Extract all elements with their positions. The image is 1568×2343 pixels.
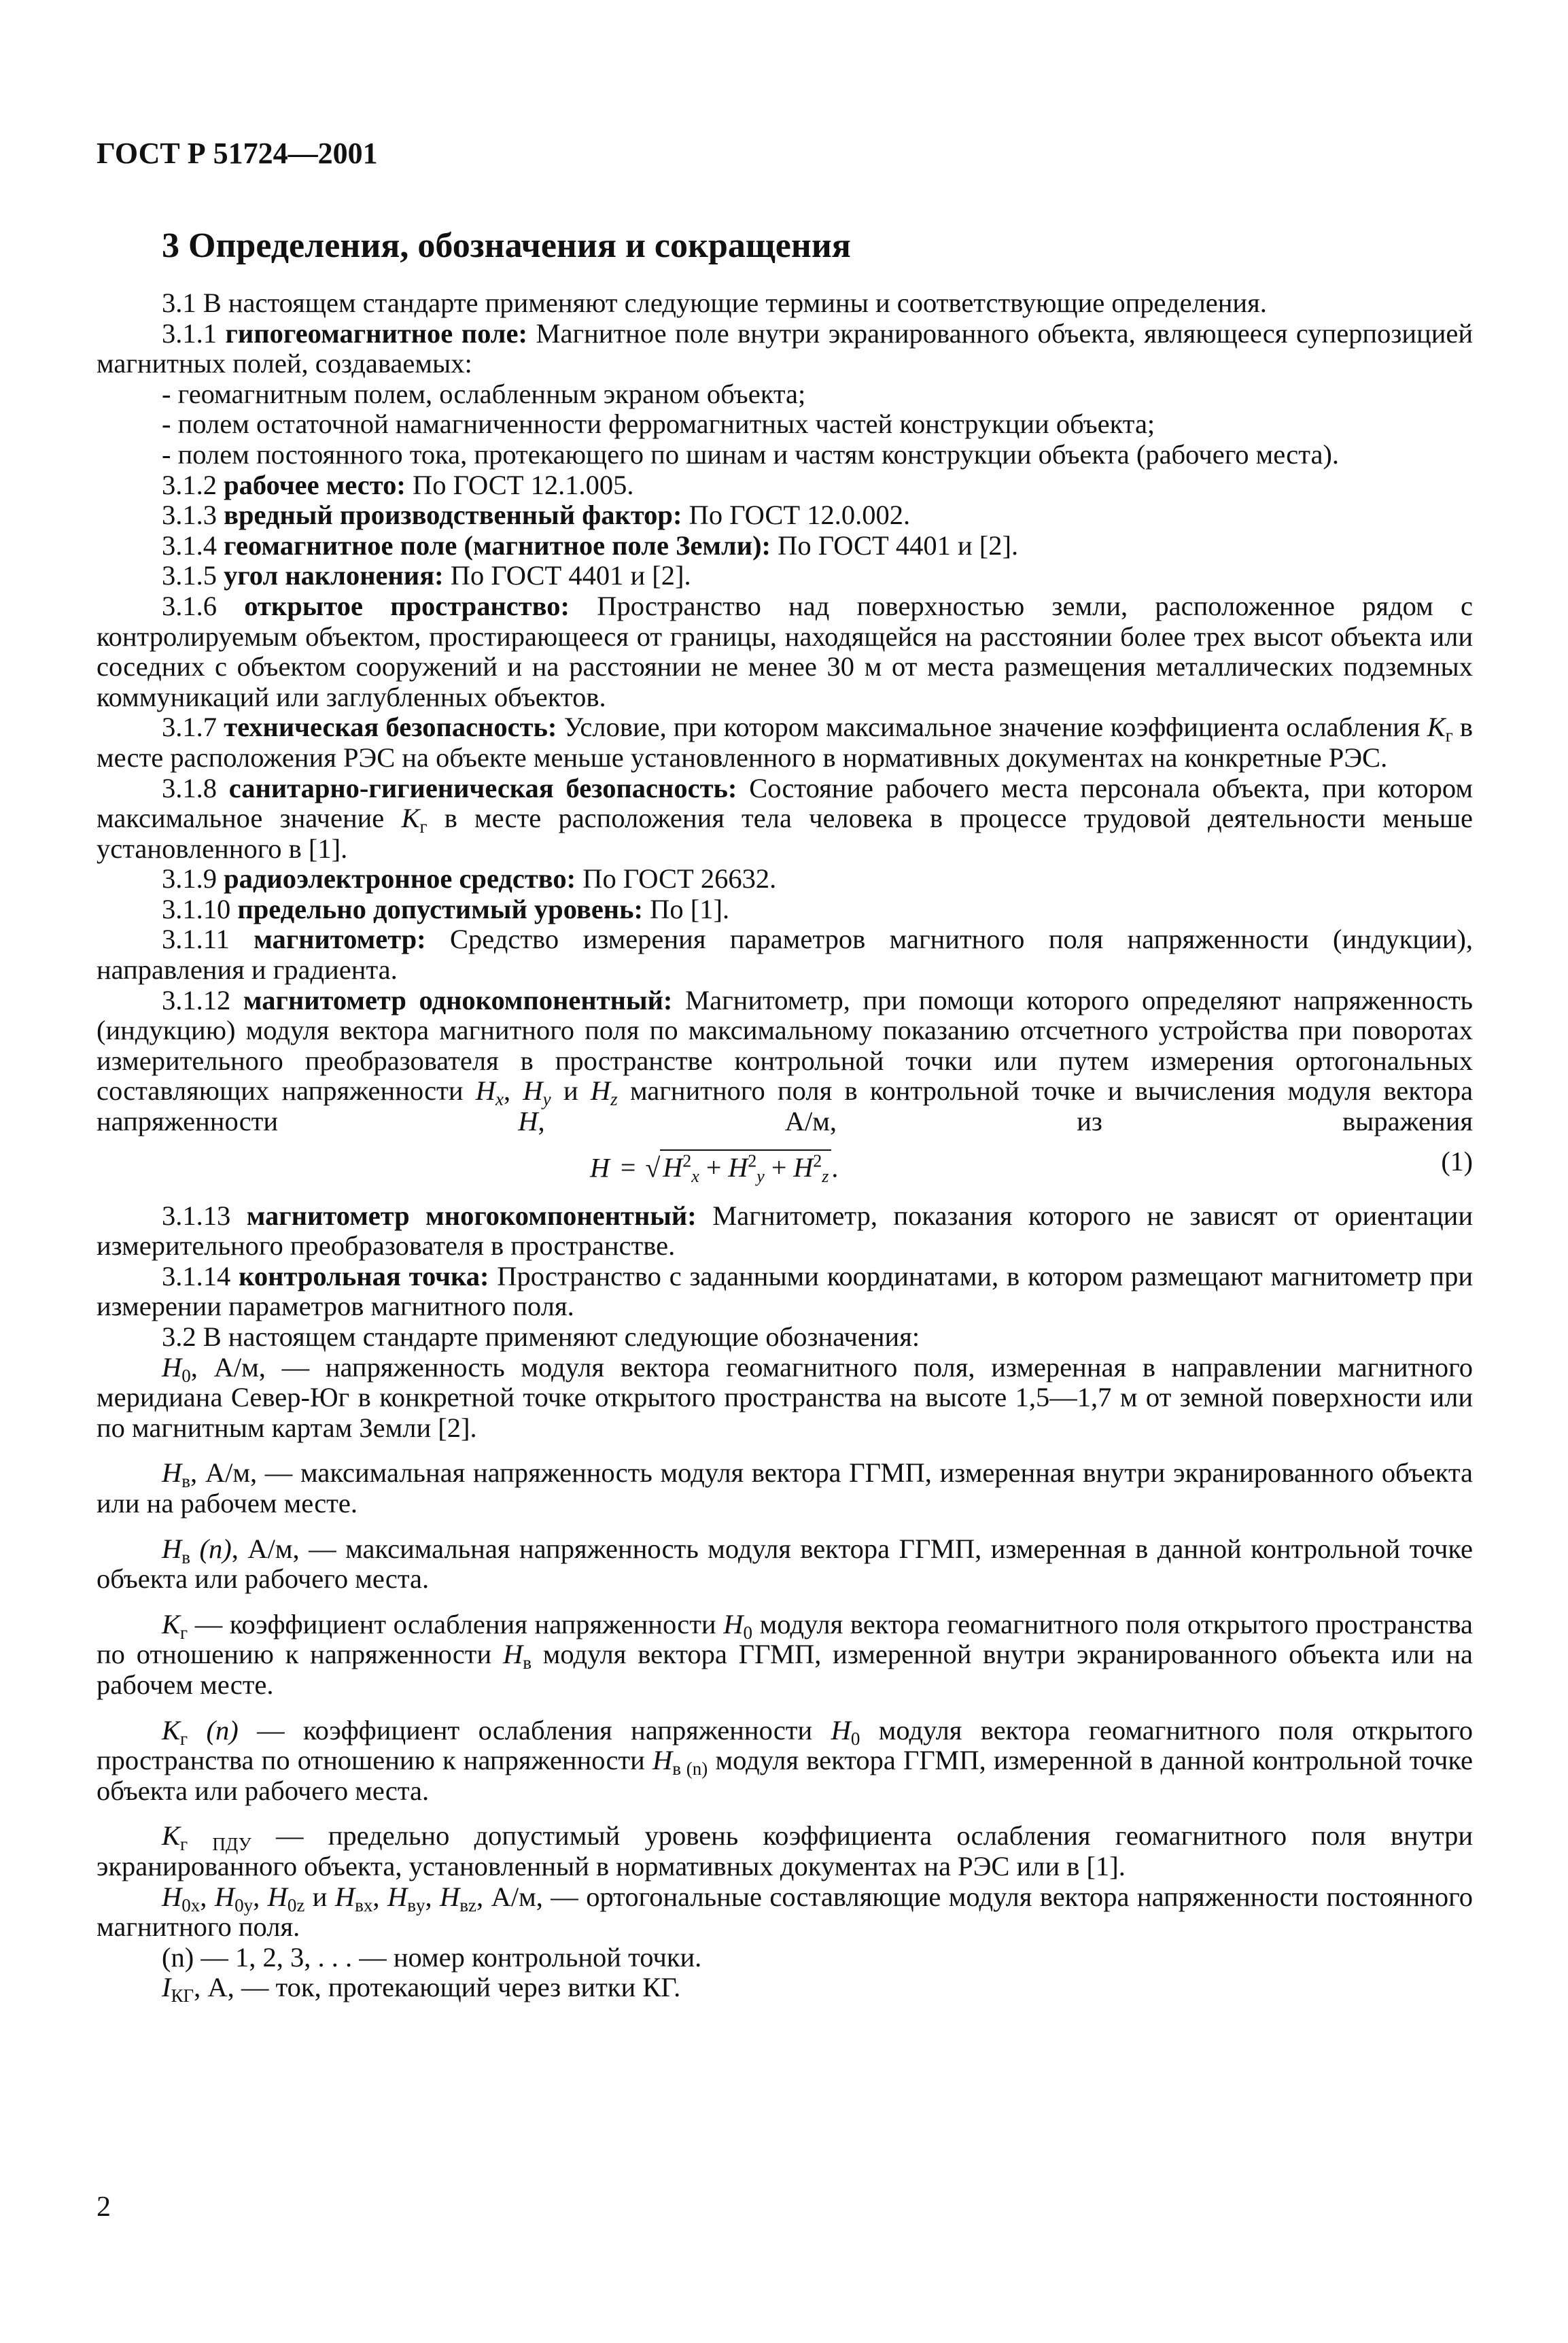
document-header: ГОСТ Р 51724—2001 bbox=[97, 137, 378, 170]
definition-3-1-5: 3.1.5 угол наклонения: По ГОСТ 4401 и [2]. bbox=[162, 560, 691, 591]
definition-3-1-12: 3.1.12 магнитометр однокомпонентный: Магнитометр, при помощи которого определяют напряженность (индукцию) модуля вектора магнитного поля по максимальному показанию отсчетного устройства при поворотах измерительного преобразователя в пространстве контрольной точки или путем измерения ортогональных составляющих напряженности $H_x$, $H_y$ и $H_z$ магнитного поля в контрольной точке и вычисления модуля вектора напряженности H, А/м, из выражения bbox=[97, 984, 1474, 1137]
definitions-intro: 3.1 В настоящем стандарте применяют следующие термины и соответствующие определения. bbox=[162, 288, 1267, 318]
symbol-kg-n: $K_г$ (n) — коэффициент ослабления напряженности $H_0$ модуля вектора геомагнитного поля открытого пространства по отношению к напряженности $H_{в (n)}$ модуля вектора ГГМП, измеренной в данной контрольной точке объекта или рабочего места. bbox=[97, 1714, 1474, 1806]
section-title: 3 Определения, обозначения и сокращения bbox=[162, 226, 851, 265]
page-number: 2 bbox=[97, 2191, 111, 2223]
formula-expression: H = √ $H^2_x + H^2_y + H^2_z$ . bbox=[590, 1147, 838, 1183]
symbol-n: (n) — 1, 2, 3, . . . — номер контрольной точки. bbox=[162, 1941, 702, 1973]
definition-3-1-11: 3.1.11 магнитометр: Средство измерения параметров магнитного поля напряженности (индукции), направления и градиента. bbox=[97, 924, 1473, 986]
symbol-kg: $K_г$ — коэффициент ослабления напряженности $H_0$ модуля вектора геомагнитного поля открытого пространства по отношению к напряженности $H_в$ модуля вектора ГГМП, измеренной внутри экранированного объекта или на рабочем месте. bbox=[97, 1608, 1474, 1700]
document-body bbox=[97, 288, 1474, 2007]
definition-3-1-6: 3.1.6 открытое пространство: Пространство над поверхностью земли, расположенное рядом с контролируемым объектом, простирающееся от границы, находящейся на расстоянии более трех высот объекта или соседних с объектом сооружений и на расстоянии не менее 30 м от места размещения металлических подземных коммуникаций или заглубленных объектов. bbox=[97, 590, 1474, 712]
definition-3-1-3: 3.1.3 вредный производственный фактор: По ГОСТ 12.0.002. bbox=[162, 500, 911, 531]
list-item: - полем остаточной намагниченности ферромагнитных частей конструкции объекта; bbox=[162, 409, 1155, 440]
formula-1 bbox=[97, 1144, 1473, 1186]
definition-3-1-10: 3.1.10 предельно допустимый уровень: По [1]. bbox=[162, 893, 730, 924]
formula-number: (1) bbox=[1441, 1145, 1473, 1177]
definition-3-1-2: 3.1.2 рабочее место: По ГОСТ 12.1.005. bbox=[162, 469, 634, 500]
symbol-h-components: $H_{0x}$, $H_{0y}$, $H_{0z}$ и $H_{вx}$, $H_{вy}$, $H_{вz}$, А/м, — ортогональные составляющие модуля вектора напряженности постоянного магнитного поля. bbox=[97, 1881, 1474, 1943]
definition-3-1-7: 3.1.7 техническая безопасность: Условие, при котором максимальное значение коэффициента ослабления $K_г$ в месте расположения РЭС на объекте меньше установленного в нормативных документах на конкретные РЭС. bbox=[97, 712, 1474, 773]
symbol-h0: $H_0$, А/м, — напряженность модуля вектора геомагнитного поля, измеренная в направлении магнитного меридиана Север-Юг в конкретной точке открытого пространства на высоте 1,5—1,7 м от земной поверхности или по магнитным картам Земли [2]. bbox=[97, 1351, 1473, 1443]
symbols-intro: 3.2 В настоящем стандарте применяют следующие обозначения: bbox=[162, 1321, 920, 1352]
definition-3-1-4: 3.1.4 геомагнитное поле (магнитное поле Земли): По ГОСТ 4401 и [2]. bbox=[162, 530, 1019, 561]
symbol-hv: $H_в$, А/м, — максимальная напряженность модуля вектора ГГМП, измеренная внутри экранированного объекта или на рабочем месте. bbox=[97, 1457, 1473, 1518]
definition-3-1-9: 3.1.9 радиоэлектронное средство: По ГОСТ 26632. bbox=[162, 863, 777, 895]
definition-3-1-14: 3.1.14 контрольная точка: Пространство с заданными координатами, в котором размещают магнитометр при измерении параметров магнитного поля. bbox=[97, 1260, 1473, 1322]
list-item: - геомагнитным полем, ослабленным экраном объекта; bbox=[162, 378, 806, 409]
definition-3-1-13: 3.1.13 магнитометр многокомпонентный: Магнитометр, показания которого не зависят от ориентации измерительного преобразователя в пространстве. bbox=[97, 1200, 1474, 1262]
symbol-kg-pdu: $K_г$ $_{ПДУ}$ — предельно допустимый уровень коэффициента ослабления геомагнитного поля внутри экранированного объекта, установленный в нормативных документах на РЭС или в [1]. bbox=[97, 1820, 1474, 1881]
symbol-hv-n: $H_в$ (n), А/м, — максимальная напряженность модуля вектора ГГМП, измеренная в данной контрольной точке объекта или рабочего места. bbox=[97, 1533, 1474, 1595]
definition-3-1-8: 3.1.8 санитарно-гигиеническая безопасность: Состояние рабочего места персонала объекта, при котором максимальное значение $K_г$ в месте расположения тела человека в процессе трудовой деятельности меньше установленного в [1]. bbox=[97, 772, 1474, 864]
symbol-ikg: $I_{КГ}$, А, — ток, протекающий через витки КГ. bbox=[162, 1972, 681, 2007]
definition-3-1-1: 3.1.1 гипогеомагнитное поле: Магнитное поле внутри экранированного объекта, являющееся суперпозицией магнитных полей, создаваемых: bbox=[97, 317, 1474, 379]
list-item: - полем постоянного тока, протекающего по шинам и частям конструкции объекта (рабочего места). bbox=[162, 438, 1340, 470]
